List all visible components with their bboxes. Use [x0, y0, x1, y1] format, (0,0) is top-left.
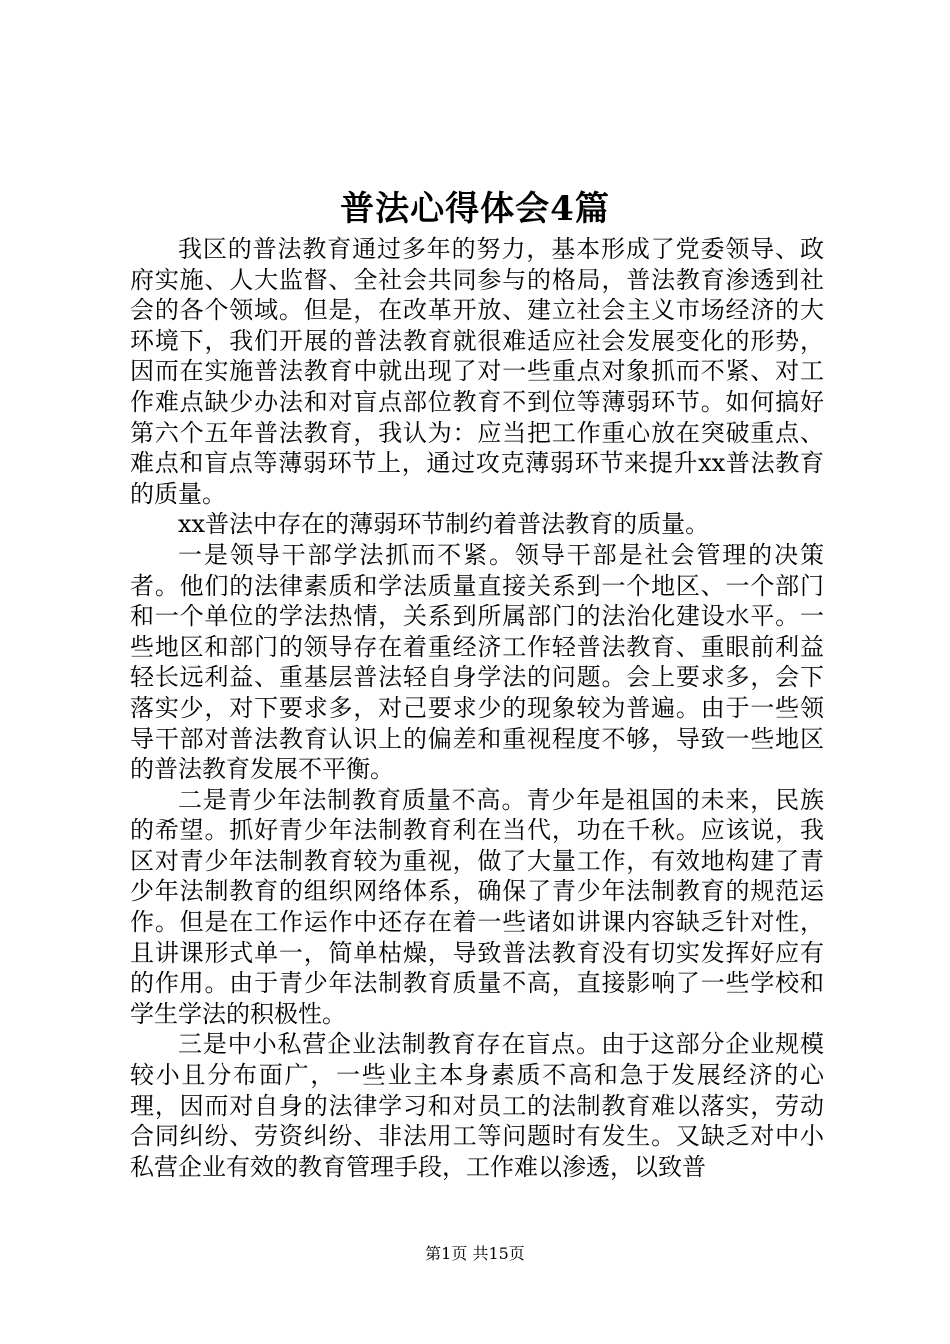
paragraph: 二是青少年法制教育质量不高。青少年是祖国的未来，民族的希望。抓好青少年法制教育利在当代，功在千秋。应该说，我区对青少年法制教育较为重视，做了大量工作，有效地构建了青少年法制教育的组织网络体系，确保了青少年法制教育的规范运作。但是在工作运作中还存在着一些诸如讲课内容缺乏针对性，且讲课形式单一，简单枯燥，导致普法教育没有切实发挥好应有的作用。由于青少年法制教育质量不高，直接影响了一些学校和学生学法的积极性。	[130, 785, 824, 1028]
document-body	[130, 234, 824, 1182]
paragraph: xx普法中存在的薄弱环节制约着普法教育的质量。	[178, 510, 710, 539]
page-footer: 第1页 共15页	[425, 1244, 525, 1263]
paragraph: 我区的普法教育通过多年的努力，基本形成了党委领导、政府实施、人大监督、全社会共同参与的格局，普法教育渗透到社会的各个领域。但是，在改革开放、建立社会主义市场经济的大环境下，我们开展的普法教育就很难适应社会发展变化的形势，因而在实施普法教育中就出现了对一些重点对象抓而不紧、对工作难点缺少办法和对盲点部位教育不到位等薄弱环节。如何搞好第六个五年普法教育，我认为：应当把工作重心放在突破重点、难点和盲点等薄弱环节上，通过攻克薄弱环节来提升xx普法教育的质量。	[130, 235, 824, 508]
paragraph: 一是领导干部学法抓而不紧。领导干部是社会管理的决策者。他们的法律素质和学法质量直接关系到一个地区、一个部门和一个单位的学法热情，关系到所属部门的法治化建设水平。一些地区和部门的领导存在着重经济工作轻普法教育、重眼前利益轻长远利益、重基层普法轻自身学法的问题。会上要求多，会下落实少，对下要求多，对己要求少的现象较为普遍。由于一些领导干部对普法教育认识上的偏差和重视程度不够，导致一些地区的普法教育发展不平衡。	[130, 540, 824, 784]
document-title: 普法心得体会4篇	[340, 189, 610, 229]
paragraph: 三是中小私营企业法制教育存在盲点。由于这部分企业规模较小且分布面广，一些业主本身素质不高和急于发展经济的心理，因而对自身的法律学习和对员工的法制教育难以落实，劳动合同纠纷、劳资纠纷、非法用工等问题时有发生。又缺乏对中小私营企业有效的教育管理手段，工作难以渗透，以致普	[130, 1030, 824, 1181]
